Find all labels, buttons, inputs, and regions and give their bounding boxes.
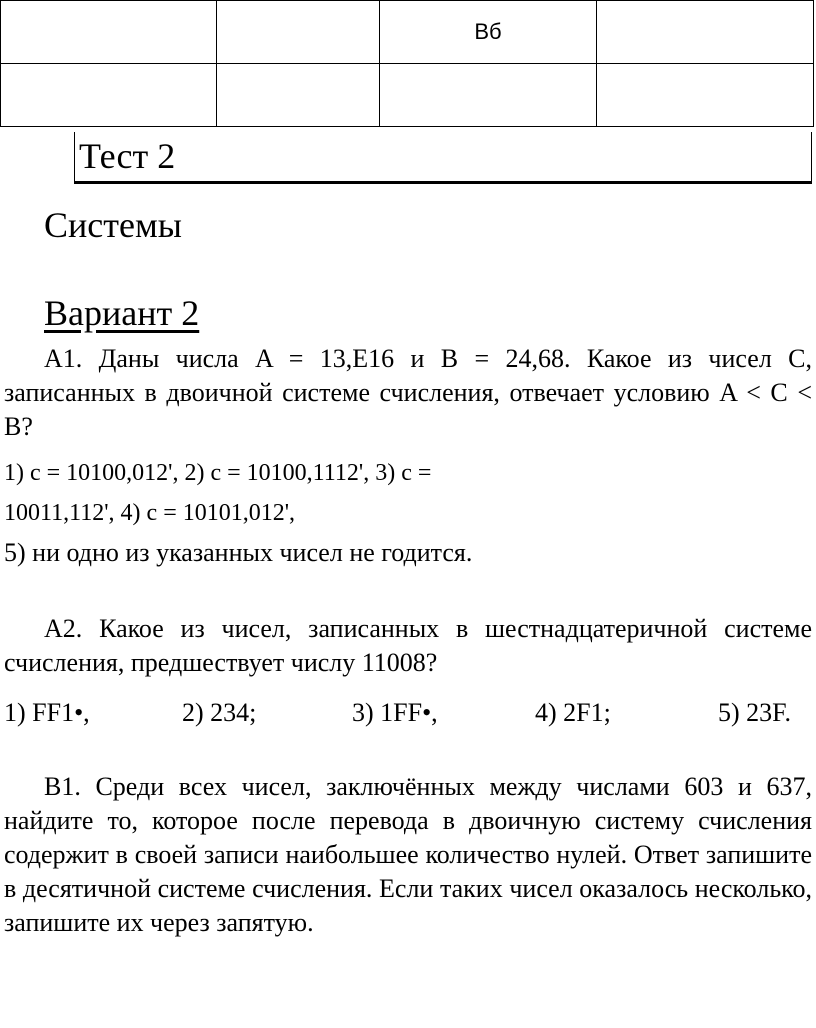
question-a2-text: А2. Какое из чисел, записанных в шестнадцатеричной системе счисления, предшествует числу 11008? (4, 614, 812, 677)
question-a1 (4, 342, 812, 444)
header-row (1, 1, 814, 64)
a2-option: 3) 1FF•, (352, 698, 438, 727)
a1-options-line2: 10011,112', 4) c = 10101,012', (4, 500, 296, 526)
header-cell (597, 1, 814, 64)
header-cell (217, 1, 380, 64)
header-cell (217, 64, 380, 127)
header-table (0, 0, 814, 127)
a1-option5: 5) ни одно из указанных чисел не годится. (4, 538, 473, 567)
a2-option: 2) 234; (182, 698, 257, 727)
a2-option: 4) 2F1; (535, 698, 611, 727)
variant-title: Вариант 2 (44, 293, 200, 333)
header-cell (1, 1, 217, 64)
question-b1 (4, 770, 812, 940)
header-cell (1, 64, 217, 127)
header-row (1, 64, 814, 127)
a2-option: 5) 23F. (718, 698, 792, 727)
topic-title: Системы (44, 205, 182, 245)
header-cell (597, 64, 814, 127)
header-cell (380, 64, 597, 127)
a2-option: 1) FF1•, (4, 698, 90, 727)
test-title-box (74, 132, 812, 184)
question-b1-text: В1. Среди всех чисел, заключённых между числами 603 и 637, найдите то, которое после перевода в двоичную систему счисления содержит в своей записи наибольшее количество нулей. Ответ запишите в десятичной системе счисления. Если таких чисел оказалось несколько, запишите их через запятую. (4, 772, 812, 937)
question-a1-text: А1. Даны числа A = 13,E16 и B = 24,68. Какое из чисел C, записанных в двоичной системе счисления, отвечает условию A < C < B? (4, 344, 812, 441)
test-title: Тест 2 (79, 136, 176, 176)
a1-options-line1: 1) c = 10100,012', 2) c = 10100,1112', 3) c = (4, 460, 432, 486)
question-a2 (4, 612, 812, 680)
header-cell: Вб (380, 1, 597, 64)
